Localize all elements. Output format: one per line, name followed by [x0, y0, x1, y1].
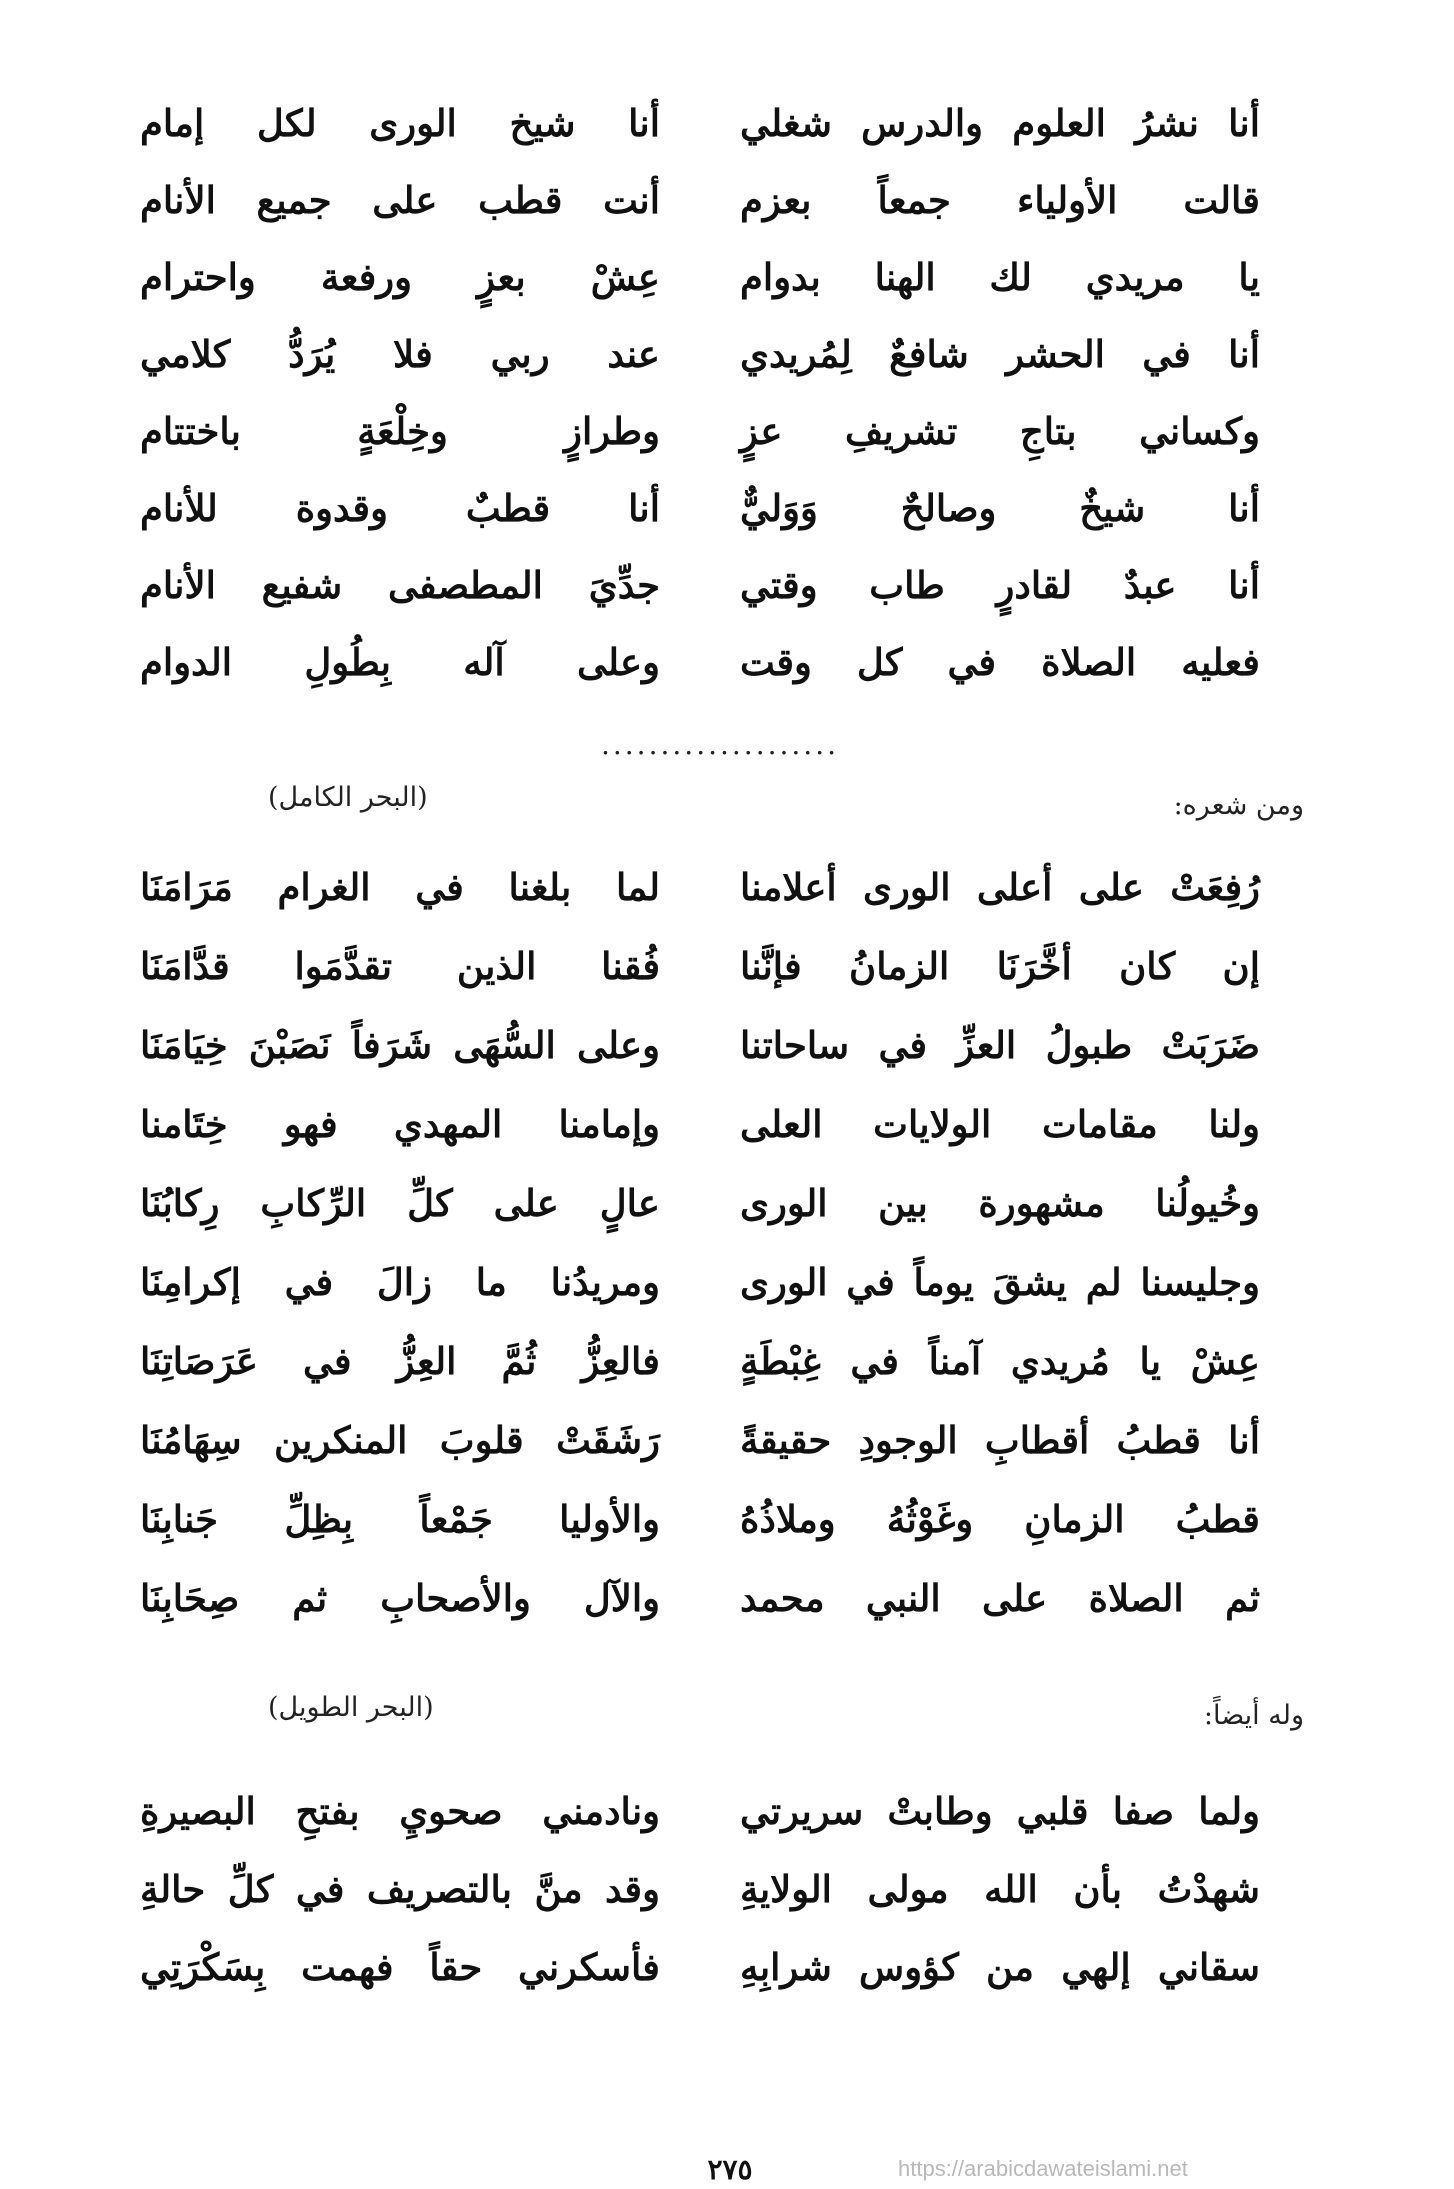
poem-couplet: [140, 1243, 1260, 1322]
second-hemistich: والأوليا جَمْعاً بِظِلِّ جَنابِنَا: [140, 1497, 660, 1541]
first-hemistich: إن كان أخَّرَنَا الزمانُ فإنَّنا: [740, 944, 1260, 988]
second-hemistich: لما بلغنا في الغرام مَرَامَنَا: [140, 865, 660, 909]
second-hemistich: ونادمني صحويِ بفتحِ البصيرةِ: [140, 1788, 660, 1833]
poem-couplet: [140, 1401, 1260, 1480]
first-hemistich: ولنا مقامات الولايات العلى: [740, 1102, 1260, 1146]
poem-couplet: [140, 1322, 1260, 1401]
source-url: https://arabicdawateislami.net: [898, 2156, 1188, 2181]
second-hemistich: فُقنا الذين تقدَّمَوا قدَّامَنَا: [140, 944, 660, 988]
poem-couplet: [140, 1085, 1260, 1164]
second-hemistich: والآل والأصحابِ ثم صِحَابِنَا: [140, 1576, 660, 1620]
second-hemistich: عالٍ على كلِّ الرِّكابِ رِكابُنَا: [140, 1181, 660, 1225]
second-hemistich: رَشَقَتْ قلوبَ المنكرين سِهَامُنَا: [140, 1418, 660, 1462]
poem-section-1: [140, 85, 1260, 701]
section-2-meter: (البحر الكامل): [268, 782, 428, 813]
second-hemistich: أنت قطب على جميع الأنام: [140, 178, 660, 222]
first-hemistich: ثم الصلاة على النبي محمد: [740, 1576, 1260, 1620]
poem-couplet: [140, 1006, 1260, 1085]
poem-section-3: [140, 1772, 1260, 2006]
poem-couplet: [140, 1928, 1260, 2006]
poem-couplet: [140, 1772, 1260, 1850]
second-hemistich: أنا شيخ الورى لكل إمام: [140, 101, 660, 145]
poem-couplet: [140, 927, 1260, 1006]
first-hemistich: أنا شيخٌ وصالحٌ وَوَليٌّ: [740, 486, 1260, 530]
poem-couplet: [140, 393, 1260, 470]
poem-couplet: [140, 1164, 1260, 1243]
first-hemistich: قالت الأولياء جمعاً بعزم: [740, 178, 1260, 222]
poem-couplet: [140, 162, 1260, 239]
first-hemistich: شهدْتُ بأن الله مولى الولايةِ: [740, 1866, 1260, 1911]
second-hemistich: فالعِزُّ ثُمَّ العِزُّ في عَرَصَاتِنَا: [140, 1339, 660, 1383]
second-hemistich: أنا قطبٌ وقدوة للأنام: [140, 486, 660, 530]
first-hemistich: أنا نشرُ العلوم والدرس شغلي: [740, 101, 1260, 145]
first-hemistich: يا مريدي لك الهنا بدوام: [740, 255, 1260, 299]
first-hemistich: ولما صفا قلبي وطابتْ سريرتي: [740, 1788, 1260, 1833]
poem-couplet: [140, 470, 1260, 547]
section-3-meter: (البحر الطويل): [268, 1692, 434, 1723]
poem-section-2: [140, 848, 1260, 1638]
section-separator: ....................: [600, 728, 839, 761]
poem-couplet: [140, 547, 1260, 624]
page-number: ٢٧٥: [707, 2153, 753, 2186]
second-hemistich: فأسكرني حقاً فهمت بِسَكْرَتِي: [140, 1944, 660, 1989]
second-hemistich: وعلى آله بِطُولِ الدوام: [140, 640, 660, 684]
second-hemistich: وقد منَّ بالتصريف في كلِّ حالةِ: [140, 1866, 660, 1911]
second-hemistich: عند ربي فلا يُرَدُّ كلامي: [140, 332, 660, 376]
second-hemistich: عِشْ بعزٍ ورفعة واحترام: [140, 255, 660, 299]
poem-couplet: [140, 848, 1260, 927]
first-hemistich: عِشْ يا مُريدي آمناً في غِبْطَةٍ: [740, 1339, 1260, 1383]
poem-couplet: [140, 85, 1260, 162]
section-3-intro: وله أيضاً:: [1203, 1700, 1304, 1731]
first-hemistich: قطبُ الزمانِ وغَوْثُهُ وملاذُهُ: [740, 1497, 1260, 1541]
first-hemistich: وكساني بتاجِ تشريفِ عزٍ: [740, 409, 1260, 453]
first-hemistich: فعليه الصلاة في كل وقت: [740, 640, 1260, 684]
second-hemistich: جدِّيَ المطصفى شفيع الأنام: [140, 563, 660, 607]
second-hemistich: وطرازٍ وخِلْعَةٍ باختتام: [140, 409, 660, 453]
first-hemistich: رُفِعَتْ على أعلى الورى أعلامنا: [740, 865, 1260, 909]
second-hemistich: ومريدُنا ما زالَ في إكرامِنَا: [140, 1260, 660, 1304]
first-hemistich: وخُيولُنا مشهورة بين الورى: [740, 1181, 1260, 1225]
second-hemistich: وإمامنا المهدي فهو خِتَامنا: [140, 1102, 660, 1146]
first-hemistich: أنا عبدٌ لقادرٍ طاب وقتي: [740, 563, 1260, 607]
first-hemistich: أنا قطبُ أقطابِ الوجودِ حقيقةً: [740, 1418, 1260, 1462]
first-hemistich: وجليسنا لم يشقَ يوماً في الورى: [740, 1260, 1260, 1304]
section-2-intro: ومن شعره:: [1173, 790, 1304, 821]
poem-couplet: [140, 1480, 1260, 1559]
second-hemistich: وعلى السُّهَى شَرَفاً نَصَبْنَ خِيَامَنَا: [140, 1023, 660, 1067]
poem-couplet: [140, 1559, 1260, 1638]
first-hemistich: سقاني إلهي من كؤوس شرابِهِ: [740, 1944, 1260, 1989]
poem-couplet: [140, 624, 1260, 701]
poem-couplet: [140, 1850, 1260, 1928]
poem-couplet: [140, 239, 1260, 316]
first-hemistich: ضَرَبَتْ طبولُ العزِّ في ساحاتنا: [740, 1023, 1260, 1067]
poem-couplet: [140, 316, 1260, 393]
first-hemistich: أنا في الحشر شافعٌ لِمُريدي: [740, 332, 1260, 376]
